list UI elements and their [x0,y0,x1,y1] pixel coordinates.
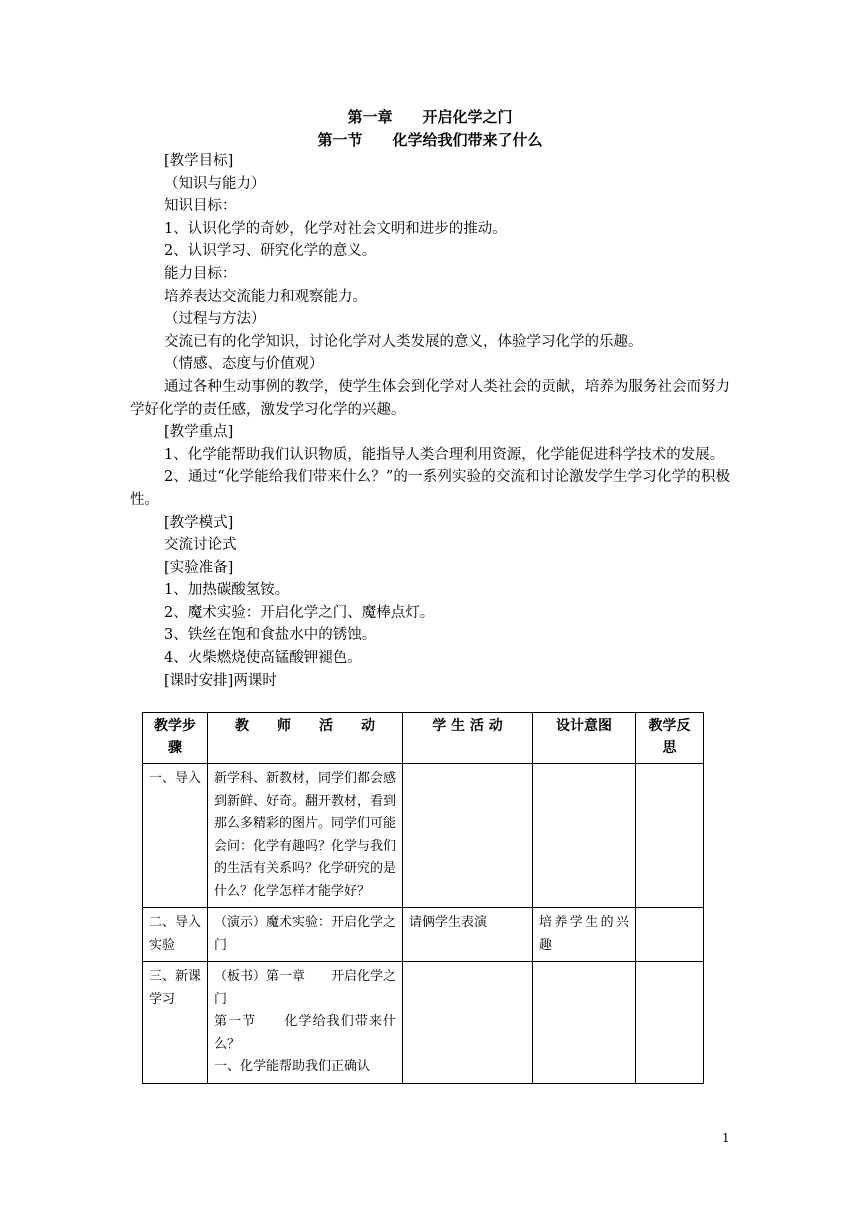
heading-teaching-goals: [教学目标] [164,153,234,169]
cell-design-intent [533,764,636,908]
table-row [143,908,704,962]
header-teacher-activity: 教 师 活 动 [208,713,403,764]
table-row [143,764,704,908]
heading-teaching-mode: [教学模式] [164,514,234,531]
experiment-prep-2: 2、魔术实验：开启化学之门、魔棒点灯。 [164,604,435,621]
cell-step: 三、新课学习 [143,962,208,1084]
subheading-emotion-values: （情感、态度与价值观） [164,356,324,373]
cell-design-intent [533,962,636,1084]
cell-student-activity: 请俩学生表演 [403,908,533,962]
class-hours: [课时安排]两课时 [164,672,277,689]
header-reflection: 教学反 思 [636,713,704,764]
teacher-line: （板书）第一章 开启化学之门 [214,969,397,1007]
cell-step: 一、导入 [143,764,208,908]
header-step: 教学步 骤 [143,713,208,764]
heading-teaching-focus: [教学重点] [164,424,234,441]
chapter-title: 第一章 开启化学之门 [347,108,513,126]
knowledge-goal-1: 1、认识化学的奇妙，化学对社会文明和进步的推动。 [164,220,507,237]
subheading-process-method: （过程与方法） [164,311,266,328]
process-method-text: 交流已有的化学知识，讨论化学对人类发展的意义，体验学习化学的乐趣。 [164,333,643,350]
section-title: 第一节 化学给我们带来了什么 [317,131,543,149]
header-design-intent: 设计意图 [533,713,636,764]
table-header-row [143,713,704,764]
teaching-focus-2: 2、通过“化学能给我们带来什么？”的一系列实验的交流和讨论激发学生学习化学的积极性。 [130,469,730,508]
experiment-prep-3: 3、铁丝在饱和食盐水中的锈蚀。 [164,627,377,644]
page-number: 1 [722,1131,730,1145]
subheading-knowledge-ability: （知识与能力） [164,175,266,192]
teacher-line: 一、化学能帮助我们正确认 [214,1059,371,1074]
label-knowledge-goals: 知识目标： [164,198,237,215]
teacher-line: 第一节 化学给我们带来什么？ [214,1014,396,1052]
teaching-mode-text: 交流讨论式 [164,537,237,554]
experiment-prep-1: 1、加热碳酸氢铵。 [164,582,290,599]
emotion-values-text: 通过各种生动事例的教学，使学生体会到化学对人类社会的贡献，培养为服务社会而努力学好化学的责任感，激发学习化学的兴趣。 [130,378,730,418]
cell-teacher-activity: （演示）魔术实验：开启化学之门 [208,908,403,962]
table-row [143,962,704,1084]
ability-goal: 培养表达交流能力和观察能力。 [164,288,367,305]
cell-design-intent: 培养学生的兴趣 [533,908,636,962]
cell-step: 二、导入实验 [143,908,208,962]
cell-teacher-activity [208,962,403,1084]
header-student-activity: 学 生 活 动 [403,713,533,764]
cell-teacher-activity: 新学科、新教材，同学们都会感到新鲜、好奇。翻开教材，看到那么多精彩的图片。同学们可能会问：化学有趣吗？化学与我们的生活有关系吗？化学研究的是什么？化学怎样才能学好？ [208,764,403,908]
label-ability-goals: 能力目标： [164,265,237,282]
teaching-focus-1: 1、化学能帮助我们认识物质，能指导人类合理利用资源，化学能促进科学技术的发展。 [164,446,725,463]
knowledge-goal-2: 2、认识学习、研究化学的意义。 [164,243,377,260]
cell-student-activity [403,962,533,1084]
lesson-plan-table [142,712,704,1084]
heading-experiment-prep: [实验准备] [164,559,234,576]
cell-reflection [636,908,704,962]
experiment-prep-4: 4、火柴燃烧使高锰酸钾褪色。 [164,650,362,667]
cell-reflection [636,764,704,908]
lesson-body [130,150,730,692]
cell-reflection [636,962,704,1084]
cell-student-activity [403,764,533,908]
